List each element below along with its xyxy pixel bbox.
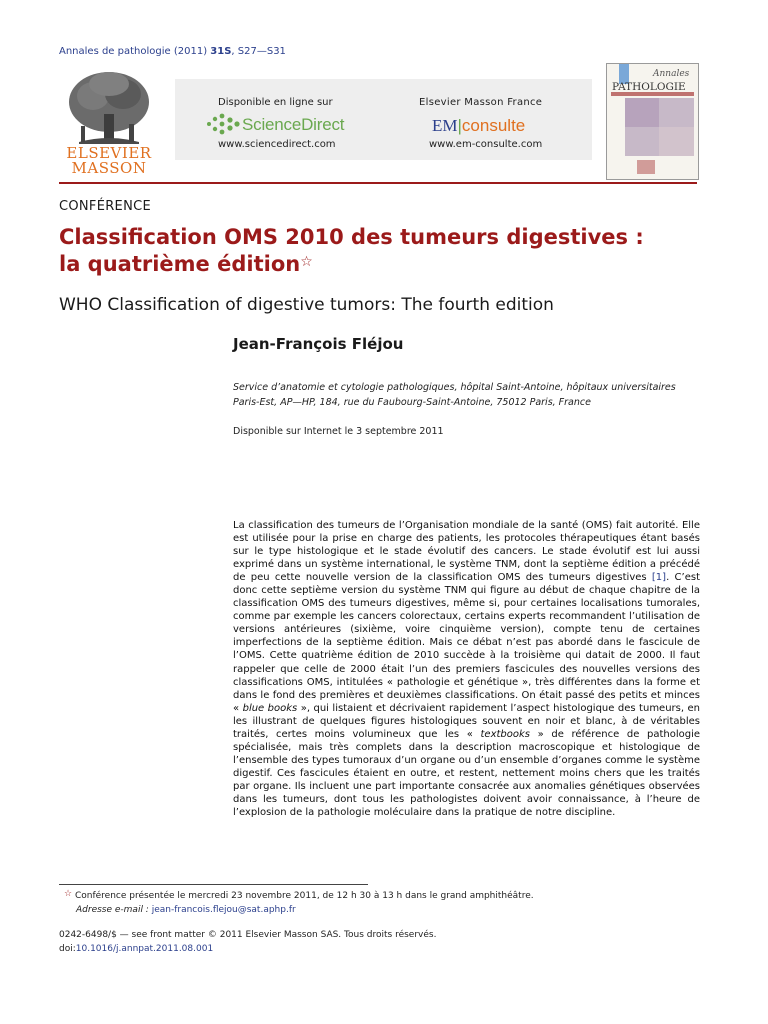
em-logo-em: EM (432, 116, 458, 135)
abstract-blue-books: blue books (242, 702, 298, 714)
abstract-textbooks: textbooks (480, 728, 530, 740)
journal-cover-image (607, 64, 698, 179)
email-label: Adresse e-mail : (76, 905, 149, 915)
header-rule (59, 182, 697, 184)
article-title-line2-text: la quatrième édition (59, 252, 301, 276)
abstract-part4: » de référence de pathologie spécialisée, mais très complets dans la description macroscopique et histologique de l’ensemble des types tumoraux d’un organe ou d’un ensemble d’organes comme le système digestif. Ces fascicules étaient en outre, et restent, nettement moins chers que les traités par organe. Ils incluent une part importante consacrée aux anomalies génétiques observées dans les tumeurs, dont tous les pathologistes doivent avoir connaissance, à l’heure de l’explosion de la pathologie moléculaire dans la pratique de notre discipline. (233, 728, 700, 819)
em-consulte-caption: Elsevier Masson France (419, 97, 543, 108)
publisher-name-line2: MASSON (71, 159, 147, 177)
footnote-conference (64, 891, 534, 901)
journal-volume: 31S (210, 46, 232, 57)
online-availability-date: Disponible sur Internet le 3 septembre 2011 (233, 426, 444, 437)
em-consulte-url[interactable]: www.em-consulte.com (429, 139, 543, 150)
abstract-part1: La classification des tumeurs de l’Organisation mondiale de la santé (OMS) fait autorité. Elle est utilisée pour la prise en charge des patients, les protocoles thérapeutiques étant basés sur le type histologique et le stade évolutif des cancers. Le stade évolutif est lui aussi exprimé dans un système international, le système TNM, dont la septième édition a précédé de peu cette nouvelle version de la classification OMS des tumeurs digestives (233, 520, 700, 584)
article-title-line2 (59, 251, 699, 278)
article-title-line1: Classification OMS 2010 des tumeurs digestives : (59, 225, 644, 249)
author-name: Jean-François Fléjou (233, 335, 404, 353)
footnote-divider (59, 884, 368, 885)
affiliation-line1: Service d’anatomie et cytologie pathologiques, hôpital Saint-Antoine, hôpitaux universitaires (233, 382, 676, 393)
copyright-notice: 0242-6498/$ — see front matter © 2011 Elsevier Masson SAS. Tous droits réservés. (59, 930, 437, 940)
sciencedirect-url[interactable]: www.sciencedirect.com (218, 139, 336, 150)
abstract-part3: », qui listaient et décrivaient rapidement l’aspect histologique des tumeurs, en les illustrant de quelques figures histologiques souvent en noir et blanc, à de véritables traités, certes moins volumineux que les « (233, 702, 701, 740)
footnote-star: ☆ (64, 889, 73, 899)
author-email-link[interactable]: jean-francois.flejou@sat.aphp.fr (151, 905, 296, 915)
footnote-star-link[interactable]: ☆ (300, 254, 313, 270)
sciencedirect-caption: Disponible en ligne sur (218, 97, 333, 108)
journal-pages: , S27—S31 (231, 46, 286, 57)
author-affiliation (233, 380, 703, 410)
cover-title-big: PATHOLOGIE (612, 81, 686, 93)
doi-link[interactable]: 10.1016/j.annpat.2011.08.001 (75, 944, 214, 954)
publisher-name (59, 146, 159, 176)
affiliation-line2: Paris-Est, AP—HP, 184, rue du Faubourg-Saint-Antoine, 75012 Paris, France (233, 397, 591, 408)
abstract-part2: . C’est donc cette septième version du système TNM qui figure au début de chaque chapitre de la classification OMS des tumeurs digestives, même si, pour certaines localisations tumorales, comme par exemple les cancers colorectaux, certains experts recommandent l’utilisation de versions antérieures (sixième, voire cinquième version), compte tenu de certaines imperfections de la septième édition. Mais ce débat n’est pas abordé dans le fascicule de l’OMS. Cette quatrième édition de 2010 succède à la troisième qui datait de 2000. Il faut rappeler que celle de 2000 était l’un des premiers fascicules des nouvelles versions des classifications OMS, intitulées « pathologie et génétique », très différentes dans la forme et dans le fond des premières et deuxièmes classifications. On était passé des petits et minces « (233, 572, 700, 714)
journal-name: Annales de pathologie (2011) (59, 46, 208, 57)
footnote-conference-text: Conférence présentée le mercredi 23 novembre 2011, de 12 h 30 à 13 h dans le grand amphithéâtre. (74, 891, 534, 901)
reference-link[interactable]: [1] (651, 572, 667, 584)
article-title-english: WHO Classification of digestive tumors: The fourth edition (59, 295, 554, 315)
doi-label: doi: (59, 944, 76, 954)
doi-line (59, 944, 213, 954)
journal-cover[interactable] (606, 63, 699, 180)
em-logo-separator: | (457, 116, 462, 135)
footnote-email (76, 905, 296, 915)
abstract-paragraph (233, 519, 700, 819)
cover-title-small: Annales (653, 69, 690, 79)
em-consulte-logo[interactable] (432, 116, 525, 136)
sciencedirect-leaf-icon (204, 112, 240, 136)
article-type: CONFÉRENCE (59, 199, 151, 214)
sciencedirect-link[interactable]: ScienceDirect (242, 115, 345, 134)
journal-reference[interactable] (59, 46, 286, 57)
em-logo-consulte: consulte (461, 116, 526, 135)
article-title (59, 224, 699, 278)
publisher-name-line1: ELSEVIER (66, 144, 152, 162)
